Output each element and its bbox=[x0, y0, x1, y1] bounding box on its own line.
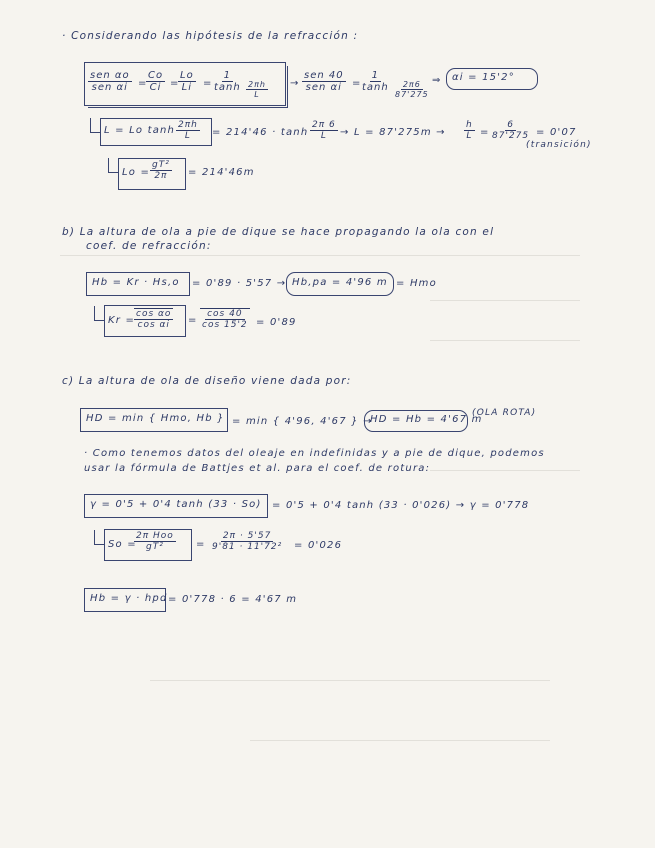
equals: = bbox=[138, 78, 148, 89]
lo-lhs: Lo = bbox=[122, 167, 151, 178]
hb-final-equation: Hb = γ · hpd bbox=[90, 593, 168, 604]
lo-value: = 214'46m bbox=[188, 167, 255, 178]
hd-mid: = min { 4'96, 4'67 } → bbox=[232, 416, 373, 427]
hb-equation: Hb = Kr · Hs,o bbox=[92, 277, 180, 288]
fraction-tanh-arg: $\frac{2\pi h}{L}$ bbox=[248, 80, 266, 99]
so-value: = 0'026 bbox=[294, 540, 343, 551]
gamma-equation: γ = 0'5 + 0'4 tanh (33 · So) bbox=[90, 499, 262, 510]
fraction-sen40: sen 40 sen αi bbox=[304, 70, 344, 93]
kr-lhs: Kr = bbox=[108, 315, 136, 326]
battjes-note-line2: usar la fórmula de Battjes et al. para el coef. de rotura: bbox=[84, 463, 431, 474]
hb-value: = 0'89 · 5'57 → bbox=[192, 278, 287, 289]
fraction-2pih-l: $\frac{2\pi h}{L}$ bbox=[178, 120, 198, 141]
fraction-l: $\frac{Lo}{Li}$ bbox=[180, 70, 194, 93]
hb-result: Hb,pa = 4'96 m bbox=[292, 277, 388, 288]
hl-value: = 0'07 bbox=[536, 127, 577, 138]
intro-text: · Considerando las hipótesis de la refracción : bbox=[62, 30, 359, 42]
equals: = bbox=[188, 315, 198, 326]
equals: = bbox=[196, 539, 206, 550]
so-lhs: So = bbox=[108, 539, 137, 550]
fraction-cos40: $\frac{\cos 40}{\cos 15'2}$ bbox=[202, 309, 248, 330]
fraction-c: $\frac{Co}{Ci}$ bbox=[148, 70, 164, 93]
battjes-note-line1: · Como tenemos datos del oleaje en indefinidas y a pie de dique, podemos bbox=[84, 448, 545, 459]
gamma-value: = 0'5 + 0'4 tanh (33 · 0'026) → γ = 0'778 bbox=[272, 500, 530, 511]
section-c-line1: c) La altura de ola de diseño viene dada por: bbox=[62, 375, 352, 387]
equals: = bbox=[352, 78, 362, 89]
l-equation-result: → L = 87'275m → bbox=[340, 127, 446, 138]
l-equation-lhs: L = Lo tanh bbox=[104, 125, 176, 136]
fraction-result-arg: $\frac{2\pi 6}{87'275}$ bbox=[395, 80, 429, 99]
fraction-so: 2π Hoo gT² bbox=[136, 531, 174, 552]
implies: ⇒ bbox=[432, 75, 442, 86]
fraction-6-l: $\frac{6}{87'275}$ bbox=[492, 120, 530, 141]
hd-result: HD = Hb = 4'67 m bbox=[370, 414, 483, 425]
equals: = bbox=[480, 127, 490, 138]
fraction-2pi6-l: $\frac{2\pi 6}{L}$ bbox=[312, 120, 336, 141]
fraction-tanh: $\frac{1}{\tanh}$ bbox=[214, 70, 241, 93]
ola-rota-note: (OLA ROTA) bbox=[472, 408, 537, 418]
fraction-result: $\frac{1}{\tanh}$ bbox=[362, 70, 389, 93]
l-equation-mid: = 214'46 · tanh bbox=[212, 127, 309, 138]
hd-equation: HD = min { Hmo, Hb } bbox=[86, 413, 225, 424]
fraction-so-values: $\frac{2\pi \cdot 5'57}{\text{9'81 · 11'72²}}$ bbox=[212, 531, 283, 552]
equals: = bbox=[170, 78, 180, 89]
hb-final-value: = 0'778 · 6 = 4'67 m bbox=[168, 594, 298, 605]
hb-tail: = Hmo bbox=[396, 278, 437, 289]
transition-note: (transición) bbox=[526, 140, 592, 150]
section-b-line2: coef. de refracción: bbox=[86, 240, 212, 252]
fraction-cos-ratio: $\frac{\text{cos αo}}{\text{cos αi}}$ bbox=[136, 309, 172, 330]
fraction-h-l: $\frac{h}{L}$ bbox=[466, 120, 473, 141]
fraction-sin-ratio: sen αo sen αi bbox=[90, 70, 130, 93]
arrow: → bbox=[290, 78, 300, 89]
fraction-gt2-2pi: $\frac{\text{gT²}}{2\pi}$ bbox=[152, 160, 170, 181]
alpha-result: αi = 15'2° bbox=[452, 72, 515, 83]
equals: = bbox=[203, 78, 213, 89]
kr-value: = 0'89 bbox=[256, 317, 297, 328]
section-b-line1: b) La altura de ola a pie de dique se hace propagando la ola con el bbox=[62, 226, 495, 238]
